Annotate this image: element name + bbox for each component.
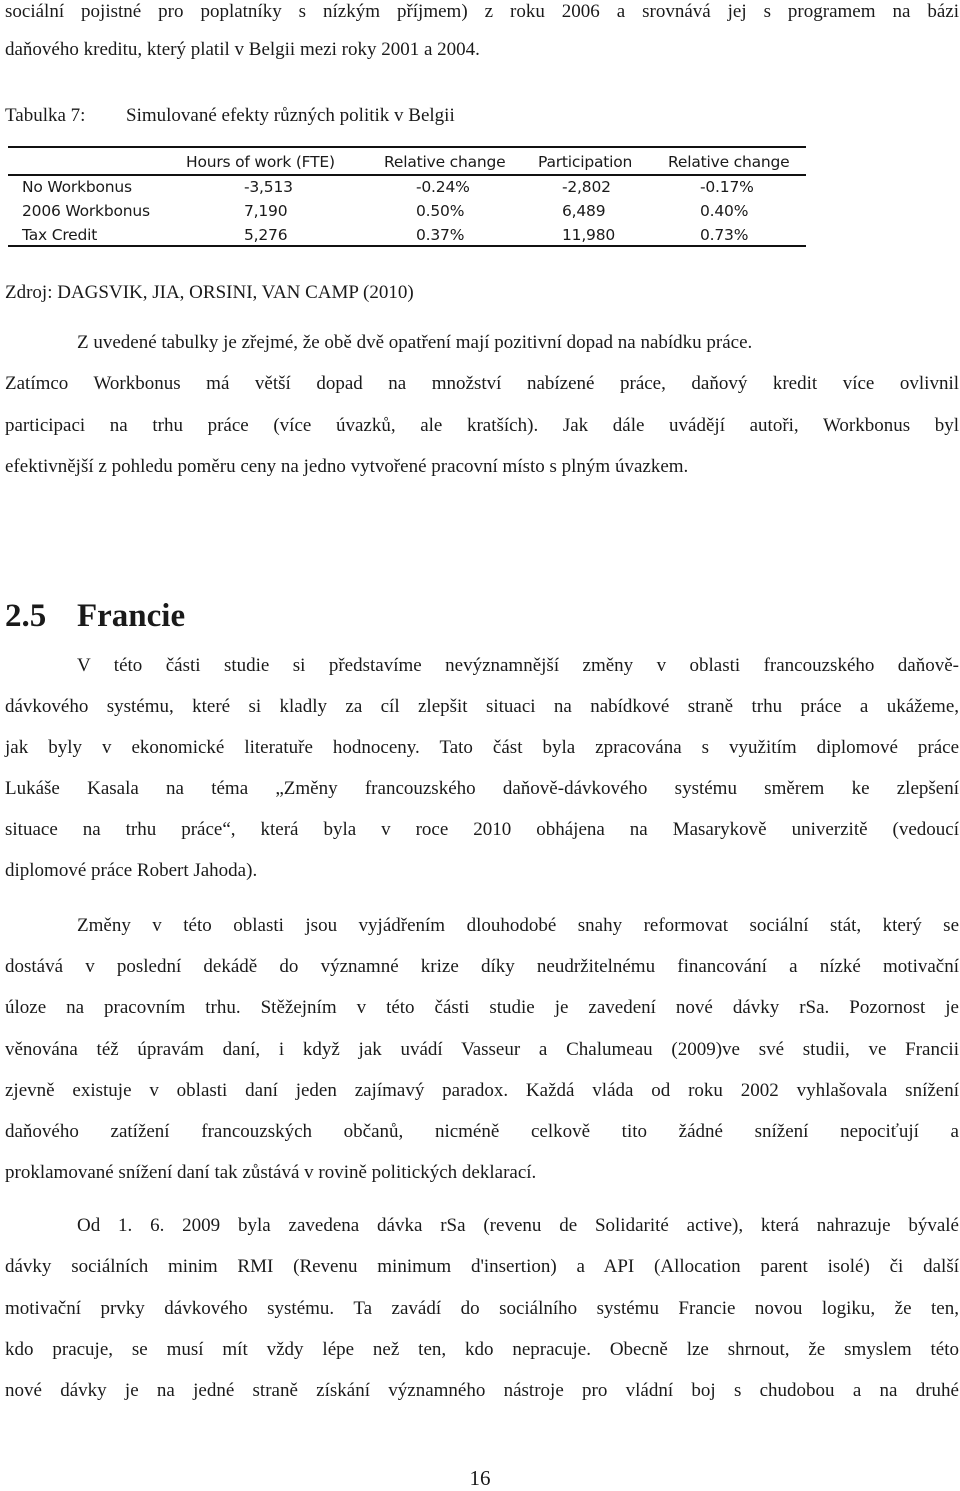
table-cell: 0.73% xyxy=(700,226,749,244)
table-cell: -0.17% xyxy=(700,178,754,196)
table-row-label: Tax Credit xyxy=(22,226,98,244)
paragraph-line: dávky sociálních minim RMI (Revenu minimum d'insertion) a API (Allocation parent isolé) či další xyxy=(5,1256,959,1277)
paragraph-line: V této části studie si představíme nevýznamnější změny v oblasti francouzského daňově- xyxy=(77,655,959,676)
table-cell: -2,802 xyxy=(562,178,611,196)
results-table xyxy=(8,142,806,248)
table-caption-label: Tabulka 7: xyxy=(5,105,86,126)
paragraph-line: dostává v poslední dekádě do významné krize díky neudržitelnému financování a nízké motivační xyxy=(5,956,959,977)
page-number: 16 xyxy=(469,1466,491,1490)
table-cell: 0.50% xyxy=(416,202,465,220)
paragraph-line: věnována též úpravám daní, i když jak uvádí Vasseur a Chalumeau (2009)ve své studii, ve Francii xyxy=(5,1039,959,1060)
table-rule-top xyxy=(8,146,806,148)
table-cell: -3,513 xyxy=(244,178,293,196)
table-rule-bottom xyxy=(8,245,806,247)
table-caption-title: Simulované efekty různých politik v Belgii xyxy=(126,105,455,126)
paragraph-line: Od 1. 6. 2009 byla zavedena dávka rSa (revenu de Solidarité active), která nahrazuje bývalé xyxy=(77,1215,959,1236)
table-header: Participation xyxy=(538,153,633,171)
table-row-label: 2006 Workbonus xyxy=(22,202,150,220)
table-caption xyxy=(5,104,455,128)
paragraph-line: Z uvedené tabulky je zřejmé, že obě dvě opatření mají pozitivní dopad na nabídku práce. xyxy=(77,332,753,353)
paragraph-line: daňového zatížení francouzských občanů, nicméně celkově tito žádné snížení nepociťují a xyxy=(5,1121,959,1142)
paragraph-line: kdo pracuje, se musí mít vždy lépe než ten, kdo nepracuje. Obecně lze shrnout, že smyslem této xyxy=(5,1339,959,1360)
intro-line: sociální pojistné pro poplatníky s nízkým příjmem) z roku 2006 a srovnává jej s programem na bázi xyxy=(5,1,959,22)
table-cell: 7,190 xyxy=(244,202,288,220)
paragraph-line: Změny v této oblasti jsou vyjádřením dlouhodobé snahy reformovat sociální stát, který se xyxy=(77,915,959,936)
table-rule-mid xyxy=(8,174,806,176)
intro-line: daňového kreditu, který platil v Belgii mezi roky 2001 a 2004. xyxy=(5,39,480,60)
table-row-label: No Workbonus xyxy=(22,178,132,196)
paragraph-line: situace na trhu práce“, která byla v roce 2010 obhájena na Masarykově univerzitě (vedoucí xyxy=(5,819,959,840)
table-header: Relative change xyxy=(668,153,790,171)
table-header: Hours of work (FTE) xyxy=(186,153,335,171)
table-header: Relative change xyxy=(384,153,506,171)
section-title: Francie xyxy=(77,598,186,634)
paragraph-line: Lukáše Kasala na téma „Změny francouzského daňově-dávkového systému směrem ke zlepšení xyxy=(5,778,959,799)
paragraph-line: úloze na pracovním trhu. Stěžejním v této části studie je zavedení nové dávky rSa. Pozornost je xyxy=(5,997,959,1018)
section-number: 2.5 xyxy=(5,598,47,634)
table-cell: 11,980 xyxy=(562,226,616,244)
paragraph-line: dávkového systému, které si kladly za cíl zlepšit situaci na nabídkové straně trhu práce a ukážeme, xyxy=(5,696,959,717)
table-cell: 0.37% xyxy=(416,226,465,244)
table-cell: 6,489 xyxy=(562,202,606,220)
paragraph-line: participaci na trhu práce (více úvazků, ale kratších). Jak dále uvádějí autoři, Workbonus byl xyxy=(5,415,959,436)
paragraph-line: efektivnější z pohledu poměru ceny na jedno vytvořené pracovní místo s plným úvazkem. xyxy=(5,456,689,477)
paragraph-line: motivační prvky dávkového systému. Ta zavádí do sociálního systému Francie novou logiku, že ten, xyxy=(5,1298,959,1319)
paragraph-line: diplomové práce Robert Jahoda). xyxy=(5,860,258,881)
table-source: Zdroj: DAGSVIK, JIA, ORSINI, VAN CAMP (2010) xyxy=(5,282,414,303)
paragraph-line: nové dávky je na jedné straně získání významného nástroje pro vládní boj s chudobou a na druhé xyxy=(5,1380,959,1401)
table-cell: 0.40% xyxy=(700,202,749,220)
paragraph-line: proklamované snížení daní tak zůstává v rovině politických deklarací. xyxy=(5,1162,537,1183)
table-cell: -0.24% xyxy=(416,178,470,196)
paragraph-line: jak byly v ekonomické literatuře hodnoceny. Tato část byla zpracována s využitím diplomové práce xyxy=(5,737,959,758)
paragraph-line: zjevně existuje v oblasti daní jeden zajímavý paradox. Každá vláda od roku 2002 vyhlašovala snížení xyxy=(5,1080,959,1101)
section-heading xyxy=(5,596,185,636)
paragraph-line: Zatímco Workbonus má větší dopad na množství nabízené práce, daňový kredit více ovlivnil xyxy=(5,373,959,394)
table-cell: 5,276 xyxy=(244,226,288,244)
